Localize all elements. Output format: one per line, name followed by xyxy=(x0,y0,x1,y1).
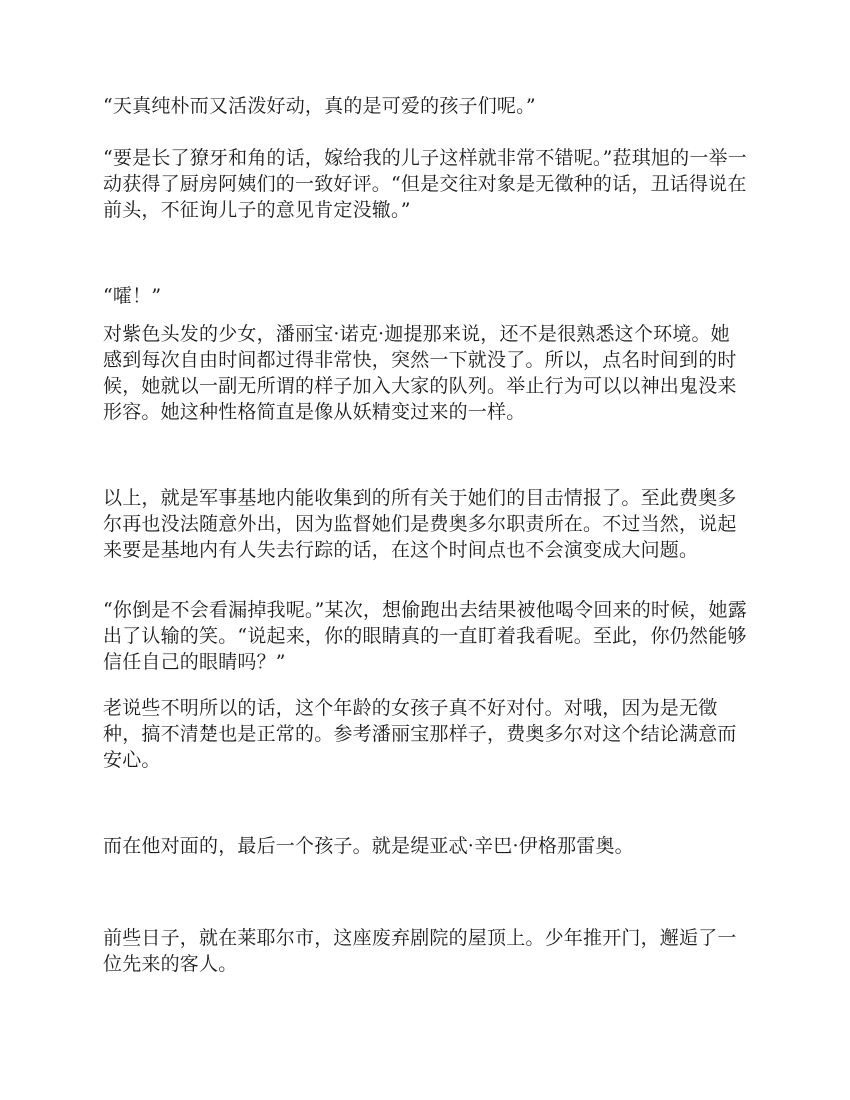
paragraph-3: “嚯！” xyxy=(103,285,162,307)
paragraph-9: 前些日子，就在莱耶尔市，这座废弃剧院的屋顶上。少年推开门，邂逅了一位先来的客人。 xyxy=(103,927,737,975)
paragraph-6: “你倒是不会看漏掉我呢。”某次，想偷跑出去结果被他喝令回来的时候，她露出了认输的笑。“说起来，你的眼睛真的一直盯着我看呢。至此，你仍然能够信任自己的眼睛吗？” xyxy=(103,599,747,673)
paragraph-8: 而在他对面的，最后一个孩子。就是缇亚忒·辛巴·伊格那雷奥。 xyxy=(103,835,634,857)
paragraph-7: 老说些不明所以的话，这个年龄的女孩子真不好对付。对哦，因为是无徵种，搞不清楚也是正常的。参考潘丽宝那样子，费奥多尔对这个结论满意而安心。 xyxy=(103,697,737,771)
paragraph-5: 以上，就是军事基地内能收集到的所有关于她们的目击情报了。至此费奥多尔再也没法随意外出，因为监督她们是费奥多尔职责所在。不过当然，说起来要是基地内有人失去行踪的话，在这个时间点也不会演变成大问题。 xyxy=(103,487,737,561)
paragraph-4: 对紫色头发的少女，潘丽宝·诺克·迦提那来说，还不是很熟悉这个环境。她感到每次自由时间都过得非常快，突然一下就没了。所以，点名时间到的时候，她就以一副无所谓的样子加入大家的队列。举止行为可以以神出鬼没来形容。她这种性格简直是像从妖精变过来的一样。 xyxy=(103,323,737,423)
paragraph-1: “天真纯朴而又活泼好动，真的是可爱的孩子们呢。” xyxy=(103,95,536,117)
paragraph-2: “要是长了獠牙和角的话，嫁给我的儿子这样就非常不错呢。”菈琪旭的一举一动获得了厨房阿姨们的一致好评。“但是交往对象是无徵种的话，丑话得说在前头，不征询儿子的意见肯定没辙。” xyxy=(103,147,747,221)
